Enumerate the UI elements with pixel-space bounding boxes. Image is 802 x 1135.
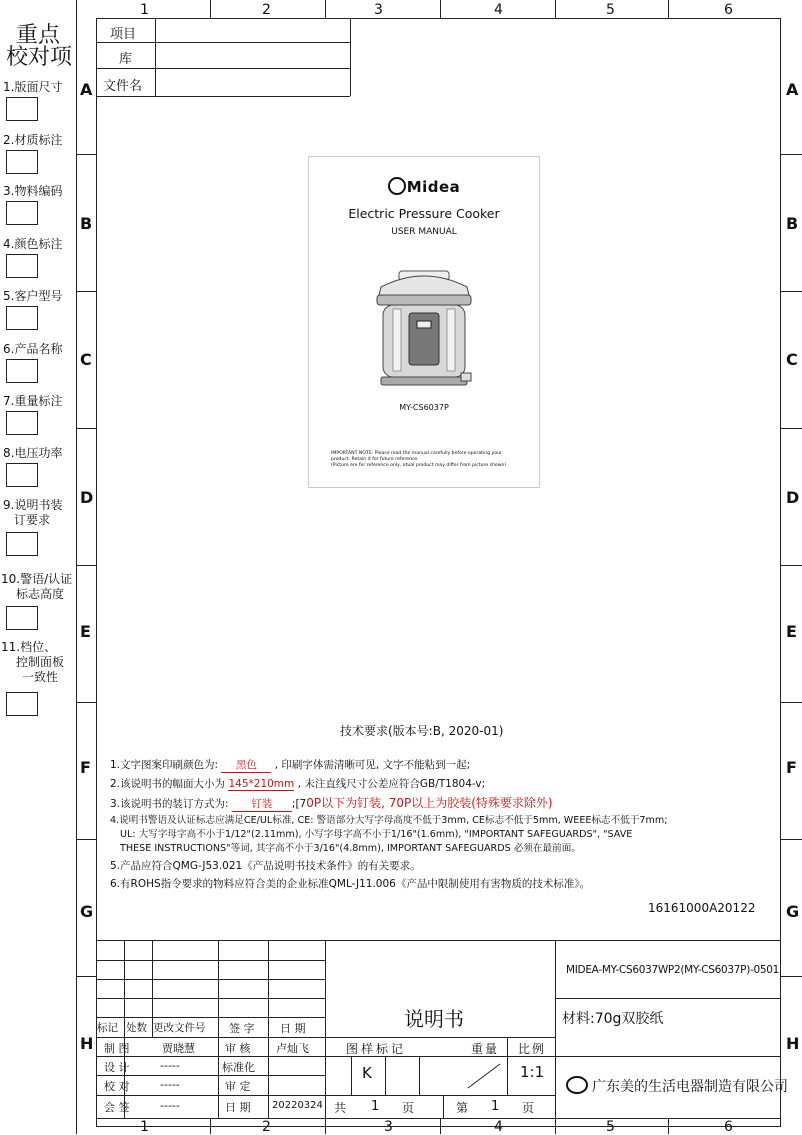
project-label: 项目 xyxy=(110,27,137,42)
tb-line xyxy=(268,940,269,1118)
row-letter: D xyxy=(80,488,94,507)
row-letter: A xyxy=(80,80,93,99)
row-tick xyxy=(76,976,96,977)
tb-line xyxy=(96,979,325,980)
check-item-label: 9.说明书装 xyxy=(3,498,63,512)
drafter-label: 制 图 xyxy=(104,1042,130,1055)
tb-line xyxy=(96,960,325,961)
check-item-label-2: 标志高度 xyxy=(16,587,65,601)
tb-line xyxy=(507,1037,508,1095)
date-value: 20220324 xyxy=(272,1100,323,1111)
row-tick xyxy=(76,428,96,429)
tb-line xyxy=(555,998,781,999)
cover-preview xyxy=(308,156,540,488)
check-item-label: 2.材质标注 xyxy=(3,133,63,147)
weight-slash xyxy=(466,1062,502,1090)
check-item-label: 11.档位、 xyxy=(1,640,57,654)
countersign-value: ----- xyxy=(160,1099,180,1112)
scale-label: 比例 xyxy=(518,1042,547,1056)
check-item-label-2: 订要求 xyxy=(14,513,51,527)
row-letter: G xyxy=(786,902,800,921)
req2-value: 145*210mm xyxy=(228,778,295,790)
material-spec: 材料:70g双胶纸 xyxy=(562,1011,664,1027)
scale-value: 1:1 xyxy=(520,1063,545,1081)
tb-line xyxy=(385,1056,386,1095)
tb-line xyxy=(218,940,219,1118)
total-value: 1 xyxy=(371,1099,380,1114)
req1-suffix: , 印刷字体需清晰可见, 文字不能粘到一起; xyxy=(274,759,471,771)
col-number: 4 xyxy=(494,2,503,18)
tb-line xyxy=(96,1037,325,1038)
col-number: 6 xyxy=(724,1119,733,1135)
check-box[interactable] xyxy=(6,463,38,487)
col-number: 5 xyxy=(606,2,615,18)
req3-note: 0P以下为钉装, 70P以上为胶装(特殊要求除外) xyxy=(306,796,553,810)
check-item-label: 5.客户型号 xyxy=(3,289,63,303)
requirements-heading: 技术要求(版本号:B, 2020-01) xyxy=(340,724,504,738)
hdr-line xyxy=(155,18,156,96)
row-tick xyxy=(780,839,802,840)
material-code: 16161000A20122 xyxy=(648,901,756,915)
requirement-3 xyxy=(110,794,553,812)
sheet-value: 1 xyxy=(491,1099,500,1114)
check-box[interactable] xyxy=(6,411,38,435)
col-tick xyxy=(555,0,556,18)
check-item-label: 3.物料编码 xyxy=(3,184,63,198)
row-letter: C xyxy=(80,350,92,369)
tb-line xyxy=(96,1075,325,1076)
cover-subtitle: USER MANUAL xyxy=(391,227,457,237)
tb-line xyxy=(325,1095,555,1096)
document-title: 说明书 xyxy=(404,1007,464,1031)
hdr-line xyxy=(96,42,350,43)
check-box[interactable] xyxy=(6,532,38,556)
tb-line xyxy=(555,1056,781,1057)
tb-line xyxy=(325,1037,555,1038)
check-item-label-2: 控制面板 xyxy=(16,655,65,669)
col-number: 2 xyxy=(262,2,271,18)
check-item-label: 7.重量标注 xyxy=(3,394,63,408)
col-tick xyxy=(325,1118,326,1134)
sample-mark-value: K xyxy=(362,1064,372,1082)
design-label: 设 计 xyxy=(104,1061,130,1074)
row-tick xyxy=(780,291,802,292)
requirement-2 xyxy=(110,776,485,791)
requirement-1 xyxy=(110,757,470,773)
hdr-date: 日 期 xyxy=(280,1022,306,1035)
row-letter: B xyxy=(786,214,799,233)
brand-name: Midea xyxy=(406,178,461,196)
document-code: MIDEA-MY-CS6037WP2(MY-CS6037P)-0501 xyxy=(566,964,780,976)
tb-line xyxy=(443,1095,444,1118)
req1-prefix: 1.文字图案印刷颜色为: xyxy=(110,759,219,771)
std-label: 标准化 xyxy=(222,1061,255,1074)
requirement-4-line3: THESE INSTRUCTIONS"等词, 其字高不小于3/16"(4.8mm), IMPORTANT SAFEGUARDS 必须在最前面。 xyxy=(120,843,581,854)
check-box[interactable] xyxy=(6,254,38,278)
check-item-label: 4.颜色标注 xyxy=(3,237,63,251)
req1-value: 黑色 xyxy=(221,757,271,773)
row-tick xyxy=(76,839,96,840)
tb-line xyxy=(96,1056,325,1057)
tb-line xyxy=(96,998,325,999)
hdr-line xyxy=(96,68,350,69)
row-letter: A xyxy=(786,80,799,99)
row-letter: E xyxy=(80,622,91,641)
tb-line xyxy=(419,1056,420,1095)
col-tick xyxy=(668,1118,669,1134)
row-tick xyxy=(76,291,96,292)
hdr-sign: 签 字 xyxy=(229,1022,255,1035)
col-tick xyxy=(210,0,211,18)
pressure-cooker-illustration xyxy=(371,269,477,389)
col-tick xyxy=(440,1118,441,1134)
hdr-change: 更改文件号 xyxy=(153,1022,206,1034)
library-label: 库 xyxy=(119,52,133,67)
company-name xyxy=(566,1076,788,1096)
row-tick xyxy=(76,702,96,703)
row-tick xyxy=(780,702,802,703)
hdr-mark: 标记 xyxy=(97,1022,118,1034)
check-item-label-3: 一致性 xyxy=(22,670,59,684)
row-letter: F xyxy=(80,758,91,777)
col-number: 2 xyxy=(262,1119,271,1135)
req2-suffix: , 未注直线尺寸公差应符合GB/T1804-v; xyxy=(297,778,486,790)
check-box[interactable] xyxy=(6,306,38,330)
weight-label: 重量 xyxy=(471,1042,500,1056)
row-letter: F xyxy=(786,758,797,777)
check-box[interactable] xyxy=(6,97,38,121)
page-unit-2: 页 xyxy=(522,1101,535,1115)
cover-model: MY-CS6037P xyxy=(399,403,449,412)
midea-logo-icon xyxy=(388,177,406,195)
tb-line xyxy=(96,1095,325,1096)
page-unit: 页 xyxy=(402,1101,415,1115)
req3-prefix: 3.该说明书的装订方式为: xyxy=(110,798,229,810)
tb-line xyxy=(96,940,781,941)
frame-top xyxy=(96,18,781,19)
requirement-4-line2: UL: 大写字母字高不小于1/12"(2.11mm), 小写字母字高不小于1/16"(1.6mm), "IMPORTANT SAFEGUARDS", "SAVE xyxy=(120,829,633,840)
check-item-label: 10.警语/认证 xyxy=(1,572,73,586)
check-box[interactable] xyxy=(6,150,38,174)
check-item-label: 1.版面尺寸 xyxy=(3,80,63,94)
row-letter: H xyxy=(80,1034,94,1053)
col-number: 5 xyxy=(606,1119,615,1135)
sample-mark-label: 图样标记 xyxy=(346,1042,407,1056)
company-text: 广东美的生活电器制造有限公司 xyxy=(592,1079,788,1095)
col-tick xyxy=(555,1118,556,1134)
midea-logo-icon xyxy=(566,1076,588,1094)
col-number: 6 xyxy=(724,2,733,18)
req2-prefix: 2.该说明书的幅面大小为 xyxy=(110,778,226,790)
tb-line xyxy=(351,1056,352,1095)
check-item-label: 8.电压功率 xyxy=(3,446,63,460)
row-tick xyxy=(780,565,802,566)
check-box[interactable] xyxy=(6,606,38,630)
review-label: 审 核 xyxy=(225,1042,251,1055)
date-label: 日 期 xyxy=(225,1101,251,1114)
cover-note-2: product. Retain it for future reference. xyxy=(331,457,419,462)
check-item-label: 6.产品名称 xyxy=(3,342,63,356)
sidebar-divider xyxy=(76,0,77,1134)
check-label: 校 对 xyxy=(104,1080,130,1093)
cover-note-1: IMPORTANT NOTE: Please read the manual carefully before operating your xyxy=(331,451,502,456)
col-tick xyxy=(440,0,441,18)
frame-bottom xyxy=(96,1118,781,1119)
col-number: 3 xyxy=(374,2,383,18)
col-number: 1 xyxy=(140,2,149,18)
check-box[interactable] xyxy=(6,359,38,383)
sheet-label: 第 xyxy=(456,1101,469,1115)
frame-bottom-outer xyxy=(96,1126,781,1127)
tb-line xyxy=(325,940,326,1118)
sidebar-title-line1: 重点 xyxy=(16,23,61,48)
row-letter: H xyxy=(786,1034,800,1053)
row-tick xyxy=(780,976,802,977)
check-value: ----- xyxy=(160,1078,180,1091)
tb-line xyxy=(555,940,556,1118)
countersign-label: 会 签 xyxy=(104,1101,130,1114)
drafter-name: 贾晓慧 xyxy=(162,1042,195,1055)
row-letter: E xyxy=(786,622,797,641)
row-tick xyxy=(76,154,96,155)
col-number: 3 xyxy=(384,1119,393,1135)
row-letter: C xyxy=(786,350,798,369)
hdr-count: 处数 xyxy=(126,1022,147,1034)
check-box[interactable] xyxy=(6,201,38,225)
frame-right xyxy=(780,18,781,1126)
total-label: 共 xyxy=(334,1101,347,1115)
hdr-line xyxy=(96,96,350,97)
design-value: ----- xyxy=(160,1059,180,1072)
col-tick xyxy=(210,1118,211,1134)
col-number: 1 xyxy=(140,1119,149,1135)
row-tick xyxy=(76,565,96,566)
tb-line xyxy=(96,1017,325,1018)
requirement-4-line1: 4.说明书警语及认证标志应满足CE/UL标准, CE: 警语部分大写字母高度不低于3mm, CE标志不低于5mm, WEEE标志不低于7mm; xyxy=(110,815,668,826)
row-letter: B xyxy=(80,214,93,233)
row-tick xyxy=(780,154,802,155)
review-name: 卢灿飞 xyxy=(276,1042,309,1055)
brand-logo xyxy=(309,177,539,196)
approve-label: 审 定 xyxy=(225,1080,251,1093)
row-letter: G xyxy=(80,902,94,921)
req3-value: 钉装 xyxy=(232,796,292,812)
cover-note-3: (Picture are for reference only, atual product may differ from picture shown) xyxy=(331,463,507,468)
row-letter: D xyxy=(786,488,800,507)
requirement-5: 5.产品应符合QMG-J53.021《产品说明书技术条件》的有关要求。 xyxy=(110,860,421,872)
row-tick xyxy=(780,428,802,429)
hdr-line xyxy=(350,18,351,96)
col-tick xyxy=(668,0,669,18)
check-box[interactable] xyxy=(6,692,38,716)
requirement-6: 6.有ROHS指令要求的物料应符合美的企业标准QML-J11.006《产品中限制使用有害物质的技术标准》。 xyxy=(110,878,591,890)
sidebar-title-line2: 校对项 xyxy=(6,45,73,70)
col-number: 4 xyxy=(494,1119,503,1135)
cover-title: Electric Pressure Cooker xyxy=(348,206,500,221)
filename-label: 文件名 xyxy=(103,79,143,94)
req3-mid: ;[7 xyxy=(291,798,307,810)
col-tick xyxy=(325,0,326,18)
